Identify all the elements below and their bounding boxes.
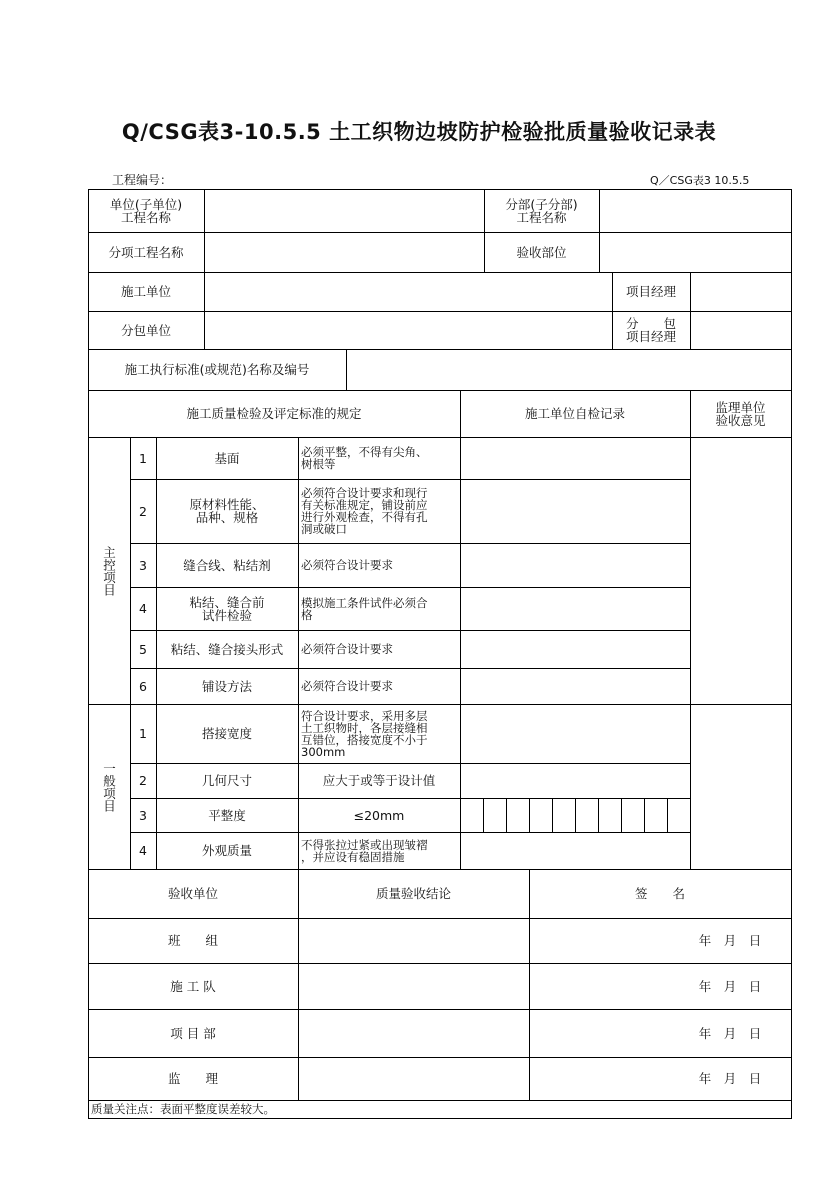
signoff-unit: 班 组 xyxy=(167,933,218,948)
signoff-date: 年 月 日 xyxy=(698,1071,762,1086)
signoff-signature-field[interactable] xyxy=(530,919,690,963)
signoff-conclusion-field[interactable] xyxy=(299,964,529,1009)
form-code: Q／CSG表3 10.5.5 xyxy=(650,174,750,187)
main-item-requirement: 必须符合设计要求 xyxy=(301,558,393,572)
project-manager-label: 项目经理 xyxy=(625,284,676,299)
signoff-signature-field[interactable] xyxy=(530,1010,690,1057)
sub-project-name-field[interactable] xyxy=(600,190,791,232)
unit-project-name-label: 单位(子单位) 工程名称 xyxy=(109,196,183,225)
self-check-header: 施工单位自检记录 xyxy=(524,406,625,421)
general-item-requirement: 符合设计要求，采用多层 土工织物时，各层接缝相 互错位，搭接宽度不小于 300mm xyxy=(301,708,428,759)
project-manager-field[interactable] xyxy=(691,273,791,311)
signoff-date: 年 月 日 xyxy=(698,933,762,948)
signoff-unit: 项 目 部 xyxy=(170,1025,216,1041)
main-item-number: 4 xyxy=(139,601,147,616)
general-item-name: 平整度 xyxy=(208,807,246,823)
subcontract-manager-label-bottom: 项目经理 xyxy=(625,329,676,344)
signoff-date: 年 月 日 xyxy=(698,978,762,994)
main-item-name: 缝合线、粘结剂 xyxy=(183,557,271,573)
acceptance-part-label: 验收部位 xyxy=(516,244,567,260)
quality-focus-note: 质量关注点：表面平整度误差较大。 xyxy=(91,1102,275,1116)
signoff-date: 年 月 日 xyxy=(698,1025,762,1041)
main-item-requirement: 必须符合设计要求 xyxy=(301,679,393,693)
general-group-label: 一般项目 xyxy=(101,761,117,812)
general-item-number: 2 xyxy=(139,773,147,788)
main-item-name: 粘结、缝合接头形式 xyxy=(170,641,284,657)
signoff-conclusion-field[interactable] xyxy=(299,1010,529,1057)
construction-unit-label: 施工单位 xyxy=(120,284,171,299)
main-item-number: 3 xyxy=(139,557,147,573)
signoff-signature-field[interactable] xyxy=(530,964,690,1009)
signoff-sign-header: 签 名 xyxy=(634,886,685,901)
general-item-self-check-field[interactable] xyxy=(461,705,690,763)
signoff-conclusion-field[interactable] xyxy=(299,919,529,963)
subcontract-unit-label: 分包单位 xyxy=(120,322,171,338)
v-rule xyxy=(791,189,792,1119)
main-item-self-check-field[interactable] xyxy=(461,631,690,668)
general-item-self-check-field[interactable] xyxy=(461,833,690,869)
general-item-name: 几何尺寸 xyxy=(201,773,252,788)
signoff-unit: 施 工 队 xyxy=(170,978,216,994)
main-item-number: 1 xyxy=(139,450,147,466)
subcontract-unit-field[interactable] xyxy=(205,312,612,349)
general-item-requirement: ≤20mm xyxy=(353,807,405,823)
signoff-conclusion-header: 质量验收结论 xyxy=(375,886,451,901)
signoff-signature-field[interactable] xyxy=(530,1058,690,1100)
quality-spec-header: 施工质量检验及评定标准的规定 xyxy=(186,406,362,421)
signoff-conclusion-field[interactable] xyxy=(299,1058,529,1100)
main-item-self-check-field[interactable] xyxy=(461,438,690,479)
subcontract-manager-field[interactable] xyxy=(691,312,791,349)
supervision-opinion-field[interactable] xyxy=(691,438,791,869)
acceptance-part-field[interactable] xyxy=(600,233,791,272)
main-item-name: 粘结、缝合前 试件检验 xyxy=(189,594,265,623)
general-item-requirement: 不得张拉过紧或出现皱褶 ，并应设有稳固措施 xyxy=(301,837,428,864)
main-item-self-check-field[interactable] xyxy=(461,544,690,587)
general-item-number: 1 xyxy=(139,726,147,741)
form-title: Q/CSG表3-10.5.5 土工织物边坡防护检验批质量验收记录表 xyxy=(121,120,717,144)
main-item-number: 6 xyxy=(139,678,147,694)
signoff-unit-header: 验收单位 xyxy=(167,886,218,901)
general-item-self-check-field[interactable] xyxy=(461,799,690,832)
main-item-requirement: 必须平整，不得有尖角、 树根等 xyxy=(301,445,428,471)
general-item-name: 搭接宽度 xyxy=(201,726,252,741)
main-item-requirement: 必须符合设计要求 xyxy=(301,642,393,656)
general-item-requirement: 应大于或等于设计值 xyxy=(322,773,436,788)
subcontract-manager-label xyxy=(612,311,690,349)
standard-name-field[interactable] xyxy=(347,350,791,390)
main-item-number: 5 xyxy=(139,641,147,657)
main-item-number: 2 xyxy=(139,503,147,519)
sub-project-name-label: 分部(子分部) 工程名称 xyxy=(505,196,578,225)
main-item-requirement: 必须符合设计要求和现行 有关标准规定，铺设前应 进行外观检查，不得有孔 洞或破口 xyxy=(301,486,428,536)
supervision-header: 监理单位 验收意见 xyxy=(715,399,766,428)
subcontract-manager-label-top: 分 包 xyxy=(625,316,676,331)
main-item-name: 铺设方法 xyxy=(201,678,252,694)
main-item-self-check-field[interactable] xyxy=(461,480,690,543)
general-item-number: 3 xyxy=(139,807,147,823)
main-item-self-check-field[interactable] xyxy=(461,669,690,704)
signoff-unit: 监 理 xyxy=(167,1071,218,1086)
general-item-number: 4 xyxy=(139,843,147,858)
main-item-name: 基面 xyxy=(214,450,240,466)
main-item-self-check-field[interactable] xyxy=(461,588,690,630)
main-item-name: 原材料性能、 品种、规格 xyxy=(189,497,265,525)
standard-name-label: 施工执行标准(或规范)名称及编号 xyxy=(124,362,310,377)
unit-project-name-field[interactable] xyxy=(205,190,484,232)
project-number-label: 工程编号： xyxy=(112,173,173,187)
construction-unit-field[interactable] xyxy=(205,273,612,311)
item-project-name-field[interactable] xyxy=(205,233,484,272)
item-project-name-label: 分项工程名称 xyxy=(108,244,184,260)
main-control-group-label: 主控项目 xyxy=(101,545,117,596)
general-item-name: 外观质量 xyxy=(201,843,252,858)
main-item-requirement: 模拟施工条件试件必须合 格 xyxy=(301,595,428,622)
h-rule xyxy=(88,1118,791,1119)
general-item-self-check-field[interactable] xyxy=(461,764,690,798)
